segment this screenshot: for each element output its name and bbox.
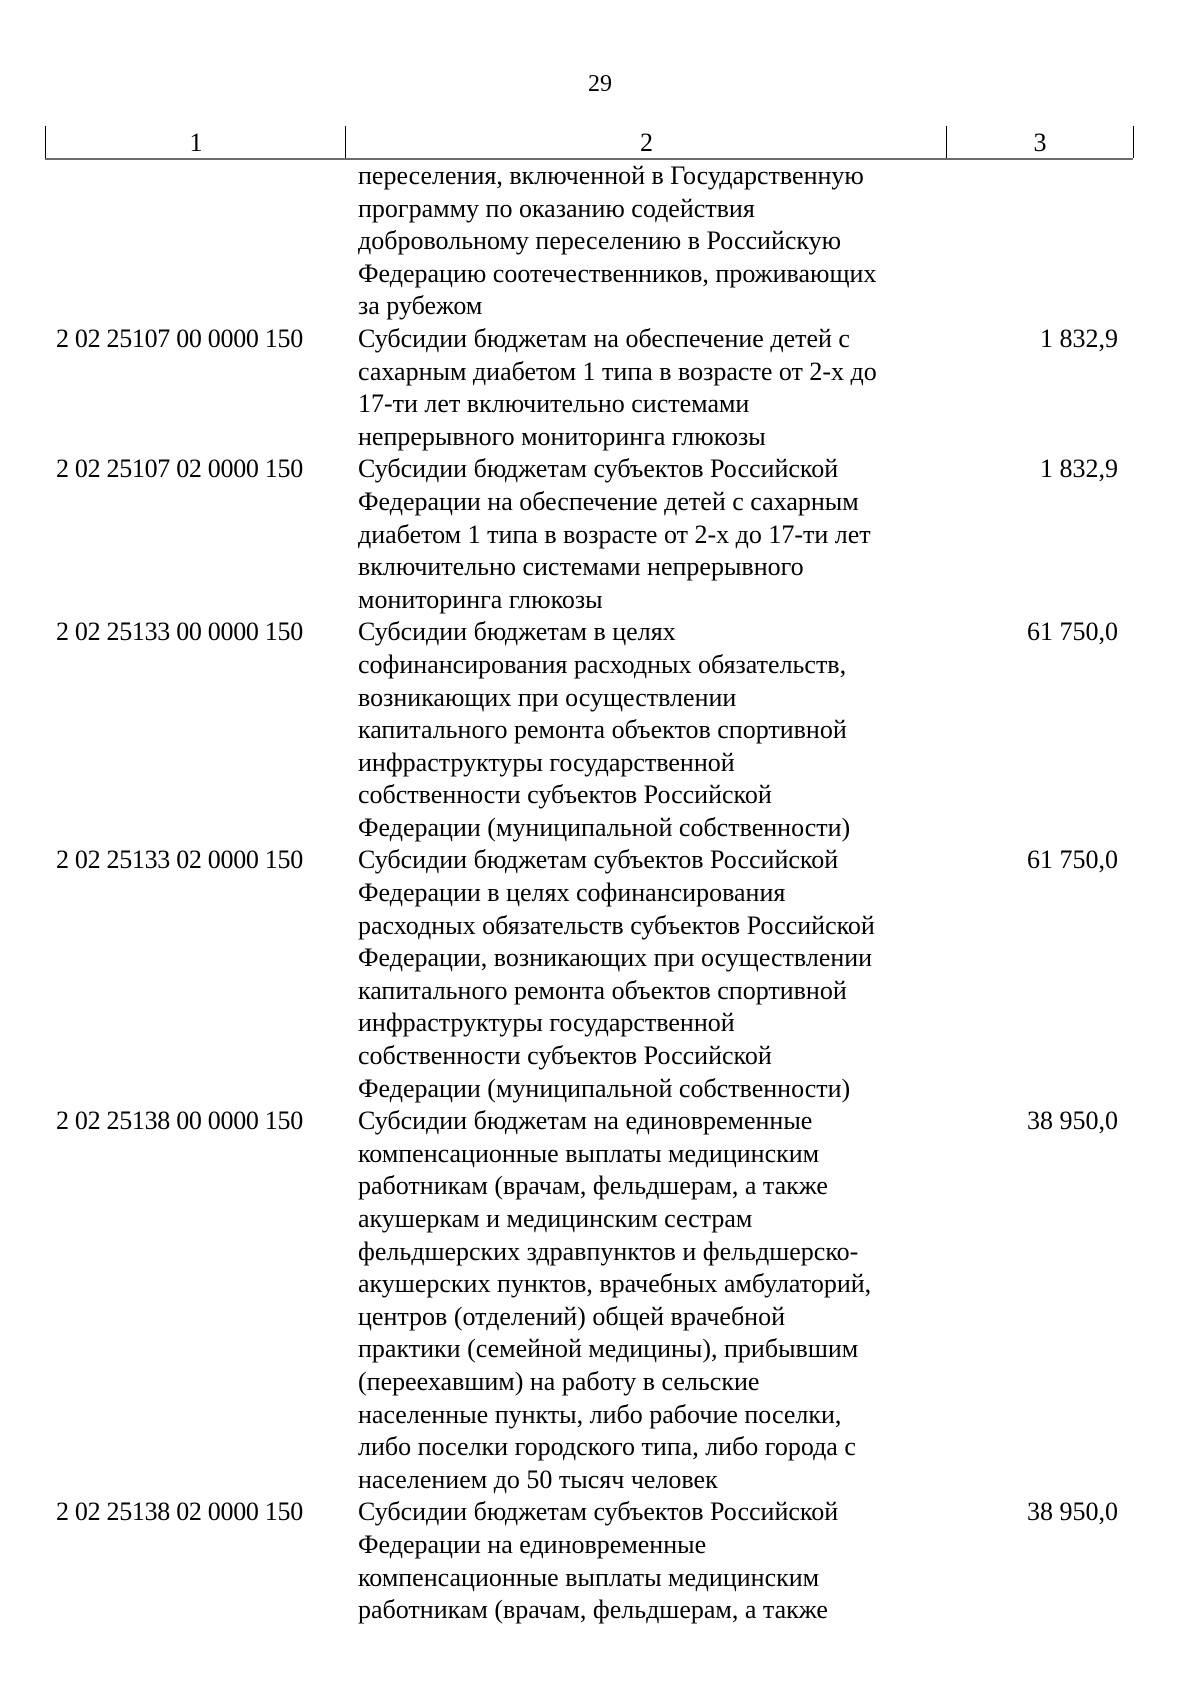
description-line: работникам (врачам, фельдшерам, а также <box>358 1171 828 1201</box>
table-row <box>45 844 1133 1105</box>
table-row <box>45 453 1133 616</box>
description-line: Федерации в целях софинансирования <box>358 878 786 908</box>
revenue-description <box>345 1105 946 1496</box>
budget-code: 2 02 25133 00 0000 150 <box>56 617 303 647</box>
column-header-3: 3 <box>946 126 1134 158</box>
description-line: населенные пункты, либо рабочие поселки, <box>358 1399 842 1429</box>
description-line: акушерских пунктов, врачебных амбулаторий, <box>358 1269 872 1299</box>
description-line: собственности субъектов Российской <box>358 780 772 810</box>
description-line: населением до 50 тысяч человек <box>358 1464 718 1494</box>
description-line: инфраструктуры государственной <box>358 1008 735 1038</box>
description-line: собственности субъектов Российской <box>358 1041 772 1071</box>
description-line: компенсационные выплаты медицинским <box>358 1138 820 1168</box>
description-line: за рубежом <box>358 291 483 321</box>
budget-code: 2 02 25138 02 0000 150 <box>56 1497 303 1527</box>
description-line: Субсидии бюджетам в целях <box>358 617 676 647</box>
description-line: либо поселки городского типа, либо города с <box>358 1432 856 1462</box>
description-line: Федерации (муниципальной собственности) <box>358 1073 851 1103</box>
description-line: Федерации (муниципальной собственности) <box>358 812 851 842</box>
description-line: капитального ремонта объектов спортивной <box>358 715 847 745</box>
description-line: сахарным диабетом 1 типа в возрасте от 2-х до <box>358 356 877 386</box>
description-line: компенсационные выплаты медицинским <box>358 1562 820 1592</box>
description-line: Федерацию соотечественников, проживающих <box>358 258 877 288</box>
description-line: диабетом 1 типа в возрасте от 2-х до 17-ти лет <box>358 519 871 549</box>
description-line: инфраструктуры государственной <box>358 747 735 777</box>
description-line: расходных обязательств субъектов Российской <box>358 910 875 940</box>
amount: 1 832,9 <box>1040 454 1118 484</box>
description-line: включительно системами непрерывного <box>358 552 804 582</box>
description-line: возникающих при осуществлении <box>358 682 737 712</box>
description-line: центров (отделений) общей врачебной <box>358 1301 785 1331</box>
revenue-description <box>345 844 946 1105</box>
table-row <box>45 616 1133 844</box>
column-header-1: 1 <box>45 126 346 158</box>
description-line: 17-ти лет включительно системами <box>358 389 750 419</box>
amount: 61 750,0 <box>1027 845 1118 875</box>
budget-code: 2 02 25107 02 0000 150 <box>56 454 303 484</box>
description-line: фельдшерских здравпунктов и фельдшерско- <box>358 1236 859 1266</box>
description-line: мониторинга глюкозы <box>358 584 603 614</box>
description-line: переселения, включенной в Государственную <box>358 161 864 190</box>
page-number: 29 <box>588 71 612 97</box>
description-line: Субсидии бюджетам на единовременные <box>358 1106 813 1136</box>
amount: 38 950,0 <box>1027 1497 1118 1527</box>
revenue-description <box>345 453 946 616</box>
description-line: софинансирования расходных обязательств, <box>358 649 847 679</box>
description-line: Федерации на обеспечение детей с сахарным <box>358 486 859 516</box>
amount: 61 750,0 <box>1027 617 1118 647</box>
table-row <box>45 323 1133 453</box>
amount: 1 832,9 <box>1040 323 1118 353</box>
description-line: работникам (врачам, фельдшерам, а также <box>358 1595 828 1625</box>
description-line: Субсидии бюджетам субъектов Российской <box>358 454 839 484</box>
table-row <box>45 1105 1133 1496</box>
table-row <box>45 1496 1133 1626</box>
description-line: Субсидии бюджетам на обеспечение детей с <box>358 323 850 353</box>
table-header <box>45 126 1133 160</box>
description-line: добровольному переселению в Российскую <box>358 226 842 256</box>
description-line: Федерации, возникающих при осуществлении <box>358 943 873 973</box>
revenue-description <box>345 616 946 844</box>
budget-code: 2 02 25107 00 0000 150 <box>56 323 303 353</box>
revenue-description <box>345 323 946 453</box>
revenue-description <box>345 1496 946 1626</box>
description-line: программу по оказанию содействия <box>358 193 755 223</box>
description-line: Субсидии бюджетам субъектов Российской <box>358 845 839 875</box>
description-line: акушеркам и медицинским сестрам <box>358 1204 753 1233</box>
amount: 38 950,0 <box>1027 1106 1118 1136</box>
revenue-description <box>345 160 946 323</box>
description-line: практики (семейной медицины), прибывшим <box>358 1334 859 1364</box>
budget-code: 2 02 25133 02 0000 150 <box>56 845 303 875</box>
description-line: непрерывного мониторинга глюкозы <box>358 421 766 451</box>
description-line: (переехавшим) на работу в сельские <box>358 1366 760 1396</box>
description-line: Федерации на единовременные <box>358 1529 707 1559</box>
description-line: капитального ремонта объектов спортивной <box>358 975 847 1005</box>
column-header-2: 2 <box>345 126 947 158</box>
budget-code: 2 02 25138 00 0000 150 <box>56 1106 303 1136</box>
table-body <box>45 160 1133 1627</box>
table-row <box>45 160 1133 323</box>
description-line: Субсидии бюджетам субъектов Российской <box>358 1497 839 1527</box>
